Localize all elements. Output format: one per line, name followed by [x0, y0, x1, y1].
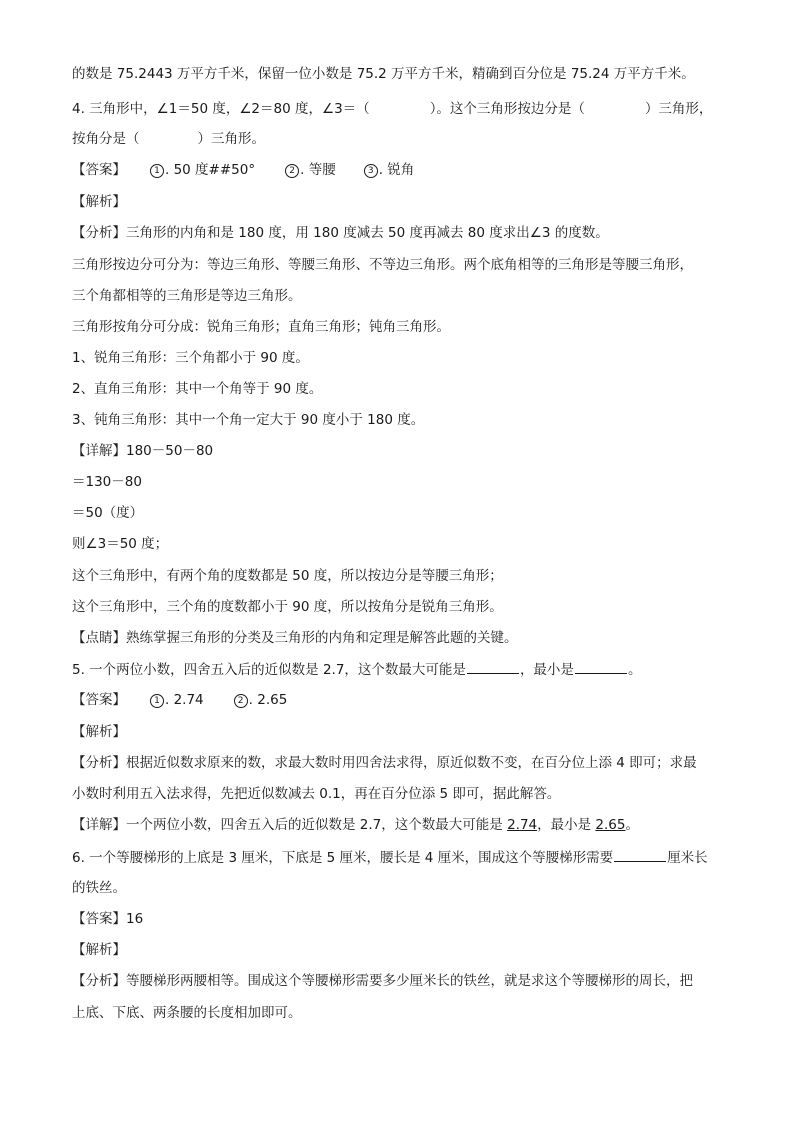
circled-number: 3 [364, 164, 378, 178]
circled-number: 1 [150, 164, 164, 178]
text-line: 1、锐角三角形：三个角都小于 90 度。 [72, 350, 309, 366]
answer-6: 【答案】16 [72, 911, 144, 927]
section-label: 【解析】 [72, 194, 126, 210]
analysis-text: 【分析】根据近似数求原来的数，求最大数时用四舍法求得，原近似数不变，在百分位上添 4 即可；求最 [72, 755, 697, 771]
answer-blank [575, 659, 627, 674]
text-line: ＝50（度） [72, 505, 144, 521]
text-line: 三个角都相等的三角形是等边三角形。 [72, 288, 302, 304]
detail-text: 【详解】180－50－80 [72, 443, 214, 459]
answer-5: 【答案】 1 . 2.74 2 . 2.65 [72, 692, 288, 708]
text-line: 小数时利用五入法求得，先把近似数减去 0.1，再在百分位添 5 即可，据此解答。 [72, 786, 561, 802]
circled-number: 2 [285, 164, 299, 178]
text-line: 这个三角形中，有两个角的度数都是 50 度，所以按边分是等腰三角形； [72, 568, 503, 584]
answer-underlined: 2.65 [595, 817, 626, 833]
question-4-cont: 按角分是（ ）三角形。 [72, 131, 265, 147]
question-6: 6. 一个等腰梯形的上底是 3 厘米，下底是 5 厘米，腰长是 4 厘米，围成这个等腰梯形需要 厘米长 [72, 847, 732, 867]
circled-number: 2 [234, 694, 248, 708]
detail-text: 【详解】一个两位小数，四舍五入后的近似数是 2.7，这个数最大可能是 2.74，最小是 2.65。 [72, 817, 639, 833]
answer-underlined: 2.74 [507, 817, 538, 833]
text-line: 的数是 75.2443 万平方千米，保留一位小数是 75.2 万平方千米，精确到百分位是 75.24 万平方千米。 [72, 66, 695, 82]
question-5: 5. 一个两位小数，四舍五入后的近似数是 2.7，这个数最大可能是 ，最小是 。 [72, 659, 732, 679]
text-line: 2、直角三角形：其中一个角等于 90 度。 [72, 381, 323, 397]
answer-blank [614, 847, 666, 862]
answer-4: 【答案】 1 . 50 度##50° 2 . 等腰 3 . 锐角 [72, 162, 415, 178]
text-line: 3、钝角三角形：其中一个角一定大于 90 度小于 180 度。 [72, 412, 425, 428]
section-label: 【解析】 [72, 724, 126, 740]
analysis-text: 【分析】三角形的内角和是 180 度，用 180 度减去 50 度再减去 80 度求出∠3 的度数。 [72, 225, 609, 241]
answer-blank [467, 659, 519, 674]
text-line: 三角形按边分可分为：等边三角形、等腰三角形、不等边三角形。两个底角相等的三角形是等腰三角形， [72, 257, 693, 273]
comment-text: 【点睛】熟练掌握三角形的分类及三角形的内角和定理是解答此题的关键。 [72, 630, 518, 646]
text-line: 则∠3＝50 度； [72, 536, 169, 552]
text-line: 这个三角形中，三个角的度数都小于 90 度，所以按角分是锐角三角形。 [72, 599, 503, 615]
text-line: ＝130－80 [72, 474, 142, 490]
section-label: 【解析】 [72, 942, 126, 958]
text-line: 上底、下底、两条腰的长度相加即可。 [72, 1005, 302, 1021]
analysis-text: 【分析】等腰梯形两腰相等。围成这个等腰梯形需要多少厘米长的铁丝，就是求这个等腰梯形的周长，把 [72, 973, 693, 989]
question-6-cont: 的铁丝。 [72, 880, 126, 896]
circled-number: 1 [150, 694, 164, 708]
question-4: 4. 三角形中，∠1＝50 度，∠2＝80 度，∠3＝（ ）。这个三角形按边分是（ ）三角形， [72, 101, 713, 117]
text-line: 三角形按角分可分成：锐角三角形；直角三角形；钝角三角形。 [72, 319, 450, 335]
